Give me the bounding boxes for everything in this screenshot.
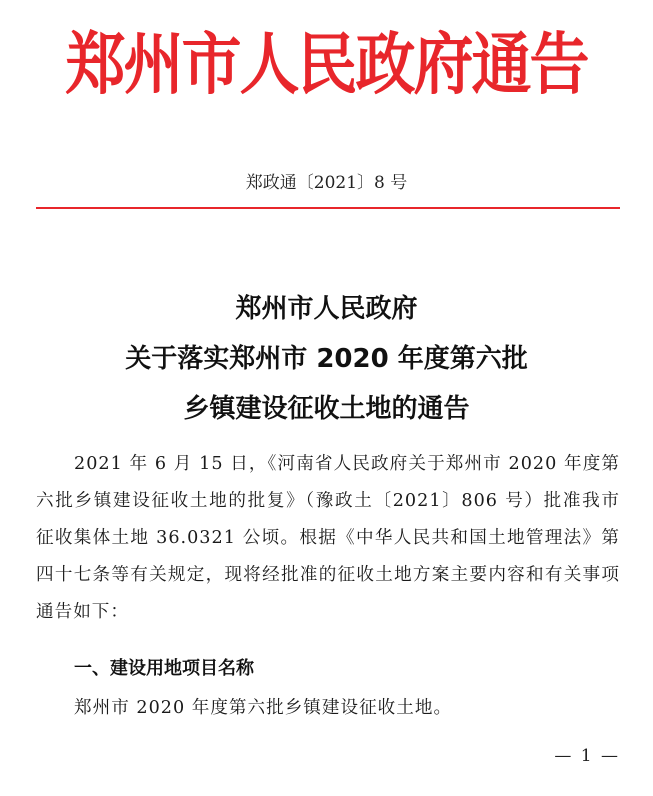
notice-title bbox=[0, 284, 653, 434]
document-number: 郑政通〔2021〕8 号 bbox=[245, 173, 408, 193]
title-line-2: 关于落实郑州市 2020 年度第六批 bbox=[125, 344, 528, 374]
title-line-1: 郑州市人民政府 bbox=[235, 294, 418, 324]
masthead-title: 郑州市人民政府通告 bbox=[65, 25, 588, 105]
page-number: — 1 — bbox=[554, 746, 620, 766]
section-heading-1: 一、建设用地项目名称 bbox=[74, 658, 254, 679]
title-line-3: 乡镇建设征收土地的通告 bbox=[183, 394, 470, 424]
body-paragraph: 2021 年 6 月 15 日，《河南省人民政府关于郑州市 2020 年度第六批乡镇建设征收土地的批复》（豫政土〔2021〕806 号）批准我市征收集体土地 36.0321 公顷。根据《中华人民共和国土地管理法》第四十七条等有关规定，现将经批准的征收土地方案主要内容和有关事项通告如下： bbox=[36, 454, 620, 622]
section-text-1: 郑州市 2020 年度第六批乡镇建设征收土地。 bbox=[74, 698, 453, 718]
red-divider-line bbox=[36, 207, 620, 209]
